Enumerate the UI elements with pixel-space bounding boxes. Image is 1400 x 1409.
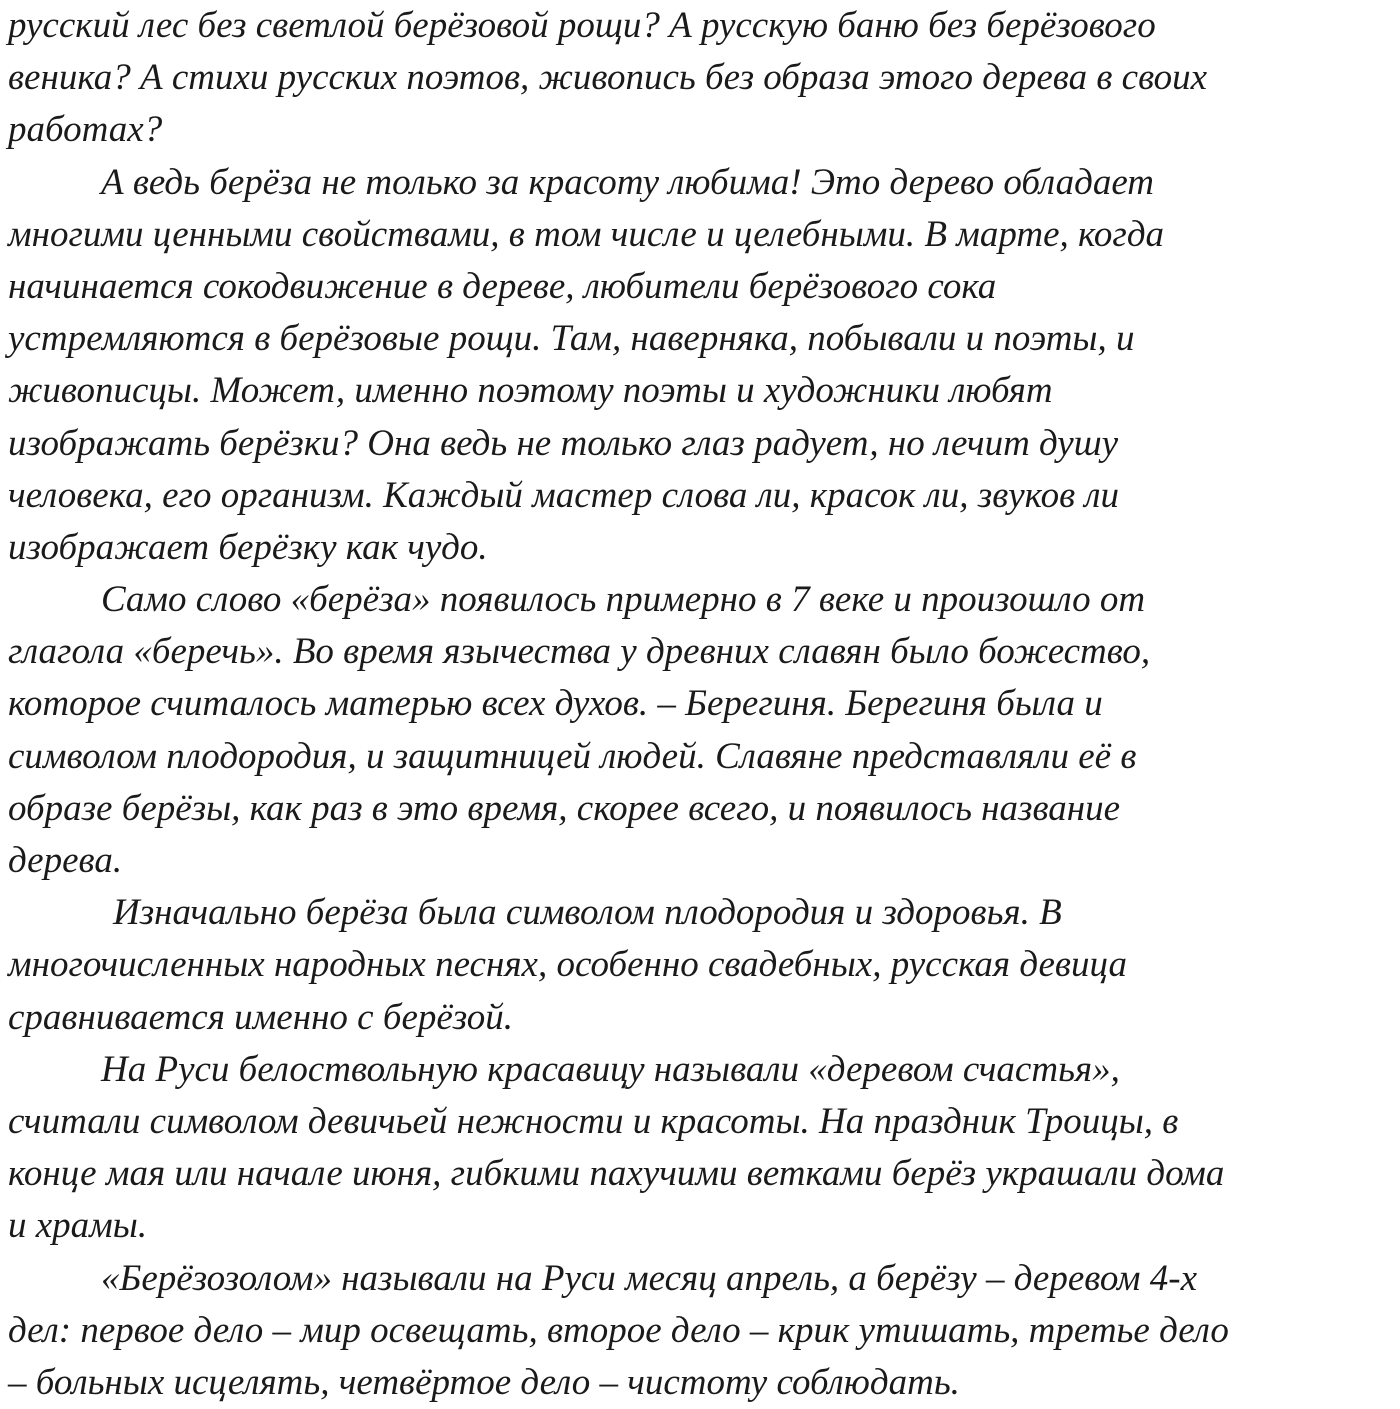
text-line: образе берёзы, как раз в это время, скорее всего, и появилось название (8, 787, 1121, 829)
text-line: многочисленных народных песнях, особенно свадебных, русская девица (8, 944, 1127, 986)
text-line: изображает берёзку как чудо. (8, 526, 488, 568)
text-line: которое считалось матерью всех духов. – Берегиня. Берегиня была и (8, 683, 1103, 725)
text-line: дерева. (8, 840, 123, 881)
text-line: многими ценными свойствами, в том числе и целебными. В марте, когда (8, 213, 1165, 255)
text-line: работах? (8, 109, 163, 151)
text-line: – больных исцелять, четвёртое дело – чистоту соблюдать. (8, 1361, 960, 1403)
text-line: веника? А стихи русских поэтов, живопись без образа этого дерева в своих (8, 57, 1208, 99)
text-line: живописцы. Может, именно поэтому поэты и художники любят (8, 370, 1053, 412)
paragraph-first-line: «Берёзозолом» называли на Руси месяц апрель, а берёзу – деревом 4-х (101, 1257, 1198, 1299)
text-line: и храмы. (8, 1205, 148, 1247)
text-line: изображать берёзки? Она ведь не только глаз радует, но лечит душу (8, 422, 1119, 464)
text-line: начинается сокодвижение в дереве, любители берёзового сока (8, 265, 997, 307)
text-line: символом плодородия, и защитницей людей. Славяне представляли её в (8, 735, 1137, 777)
text-line: глагола «беречь». Во время язычества у древних славян было божество, (8, 631, 1151, 673)
text-line: человека, его организм. Каждый мастер слова ли, красок ли, звуков ли (8, 474, 1120, 516)
text-line: дел: первое дело – мир освещать, второе дело – крик утишать, третье дело (8, 1309, 1229, 1351)
paragraph-first-line: Само слово «берёза» появилось примерно в 7 веке и произошло от (101, 579, 1146, 621)
text-line: конце мая или начале июня, гибкими пахучими ветками берёз украшали дома (8, 1153, 1225, 1195)
paragraph-first-line: Изначально берёза была символом плодородия и здоровья. В (113, 892, 1062, 934)
text-line: сравнивается именно с берёзой. (8, 996, 513, 1038)
paragraph-first-line: На Руси белоствольную красавицу называли «деревом счастья», (101, 1048, 1120, 1090)
document-page (8, 0, 1394, 1409)
text-line: устремляются в берёзовые рощи. Там, наверняка, побывали и поэты, и (8, 318, 1135, 360)
text-line: русский лес без светлой берёзовой рощи? А русскую баню без берёзового (8, 5, 1156, 46)
paragraph-first-line: А ведь берёза не только за красоту любима! Это дерево обладает (101, 161, 1154, 203)
text-line: считали символом девичьей нежности и красоты. На праздник Троицы, в (8, 1100, 1179, 1142)
